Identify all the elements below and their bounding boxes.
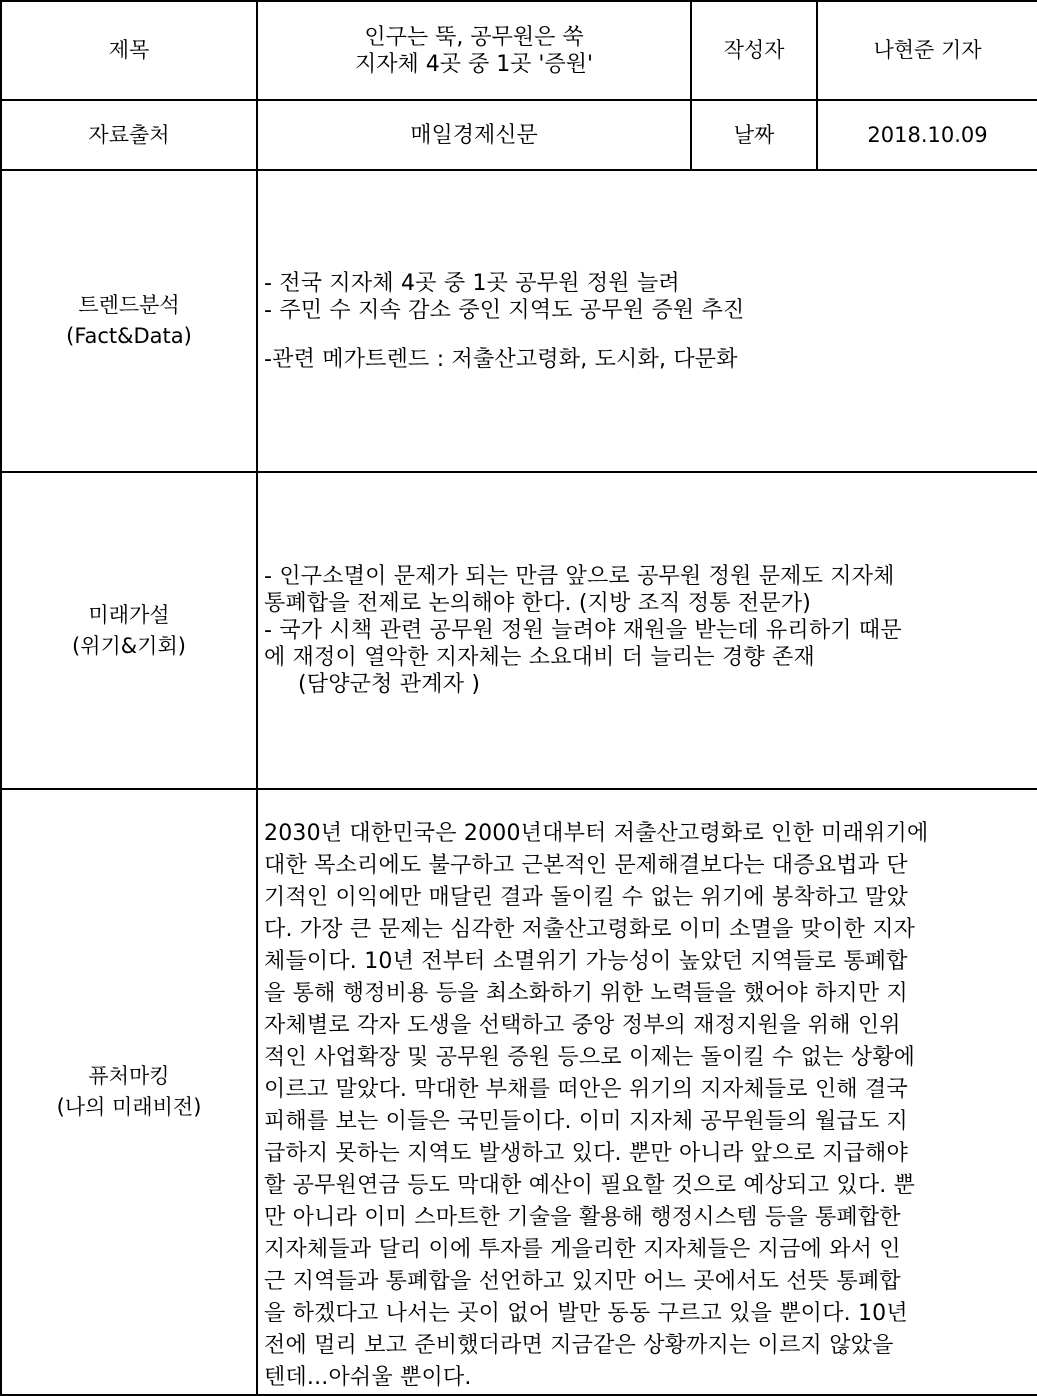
vision-line-11: 급하지 못하는 지역도 발생하고 있다. 뿐만 아니라 앞으로 지급해야 xyxy=(264,1141,908,1166)
hypothesis-line-4: 에 재정이 열악한 지자체는 소요대비 더 늘리는 경향 존재 xyxy=(264,645,815,670)
vision-line-17: 전에 멀리 보고 준비했더라면 지금같은 상황까지는 이르지 않았을 xyxy=(264,1333,894,1358)
article-title-line-1: 인구는 뚝, 공무원은 쑥 xyxy=(364,24,584,50)
vision-line-13: 만 아니라 이미 스마트한 기술을 활용해 행정시스템 등을 통폐합한 xyxy=(264,1205,901,1230)
vision-line-9: 이르고 말았다. 막대한 부채를 떠안은 위기의 지자체들로 인해 결국 xyxy=(264,1077,908,1102)
article-title-line-2: 지자체 4곳 중 1곳 '증원' xyxy=(354,51,594,77)
source-row xyxy=(1,100,1037,170)
vision-label-main: 퓨처마킹 xyxy=(88,1064,170,1088)
vision-line-6: 을 통해 행정비용 등을 최소화하기 위한 노력들을 했어야 하지만 지 xyxy=(264,981,908,1006)
title-row xyxy=(1,1,1037,100)
trend-line-3: -관련 메가트렌드 : 저출산고령화, 도시화, 다문화 xyxy=(264,346,738,372)
vision-line-4: 다. 가장 큰 문제는 심각한 저출산고령화로 이미 소멸을 맞이한 지자 xyxy=(264,917,916,942)
source-value: 매일경제신문 xyxy=(257,100,691,170)
vision-label xyxy=(1,789,257,1395)
hypothesis-line-5: (담양군청 관계자 ) xyxy=(298,672,481,697)
hypothesis-line-1: - 인구소멸이 문제가 되는 만큼 앞으로 공무원 정원 문제도 지자체 xyxy=(264,564,895,589)
vision-line-3: 기적인 이익에만 매달린 결과 돌이킬 수 없는 위기에 봉착하고 말았 xyxy=(264,885,908,910)
vision-row xyxy=(1,789,1037,1395)
vision-content xyxy=(257,789,1037,1395)
trend-spacer xyxy=(264,324,1031,346)
vision-line-7: 자체별로 각자 도생을 선택하고 중앙 정부의 재정지원을 위해 인위 xyxy=(264,1013,901,1038)
trend-line-1: - 전국 지자체 4곳 중 1곳 공무원 정원 늘려 xyxy=(264,270,680,296)
hypothesis-line-2: 통폐합을 전제로 논의해야 한다. (지방 조직 정통 전문가) xyxy=(264,591,812,616)
hypothesis-label xyxy=(1,472,257,789)
hypothesis-content xyxy=(257,472,1037,789)
hypothesis-line-3: - 국가 시책 관련 공무원 정원 늘려야 재원을 받는데 유리하기 때문 xyxy=(264,618,902,643)
date-label: 날짜 xyxy=(691,100,817,170)
vision-line-14: 지자체들과 달리 이에 투자를 게을리한 지자체들은 지금에 와서 인 xyxy=(264,1237,901,1262)
vision-line-18: 텐데...아쉬울 뿐이다. xyxy=(264,1365,472,1390)
vision-line-2: 대한 목소리에도 불구하고 근본적인 문제해결보다는 대증요법과 단 xyxy=(264,853,908,878)
vision-line-10: 피해를 보는 이들은 국민들이다. 이미 지자체 공무원들의 월급도 지 xyxy=(264,1109,908,1134)
title-label: 제목 xyxy=(1,1,257,100)
trend-line-2: - 주민 수 지속 감소 중인 지역도 공무원 증원 추진 xyxy=(264,297,745,323)
author-label: 작성자 xyxy=(691,1,817,100)
vision-label-sub: (나의 미래비전) xyxy=(56,1095,202,1119)
author-value: 나현준 기자 xyxy=(817,1,1037,100)
vision-line-16: 을 하겠다고 나서는 곳이 없어 발만 동동 구르고 있을 뿐이다. 10년 xyxy=(264,1301,908,1326)
vision-line-5: 체들이다. 10년 전부터 소멸위기 가능성이 높았던 지역들로 통폐합 xyxy=(264,949,908,974)
trend-content xyxy=(257,170,1037,472)
date-value: 2018.10.09 xyxy=(817,100,1037,170)
hypothesis-label-main: 미래가설 xyxy=(88,602,170,627)
trend-label-sub: (Fact&Data) xyxy=(66,324,192,348)
trend-row xyxy=(1,170,1037,472)
vision-line-12: 할 공무원연금 등도 막대한 예산이 필요할 것으로 예상되고 있다. 뿐 xyxy=(264,1173,916,1198)
article-title xyxy=(257,1,691,100)
trend-label xyxy=(1,170,257,472)
hypothesis-label-sub: (위기&기회) xyxy=(72,633,186,658)
vision-line-8: 적인 사업확장 및 공무원 증원 등으로 이제는 돌이킬 수 없는 상황에 xyxy=(264,1045,916,1070)
vision-line-15: 근 지역들과 통폐합을 선언하고 있지만 어느 곳에서도 선뜻 통폐합 xyxy=(264,1269,901,1294)
hypothesis-row xyxy=(1,472,1037,789)
trend-label-main: 트렌드분석 xyxy=(78,293,180,317)
source-label: 자료출처 xyxy=(1,100,257,170)
vision-line-1: 2030년 대한민국은 2000년대부터 저출산고령화로 인한 미래위기에 xyxy=(264,821,929,846)
